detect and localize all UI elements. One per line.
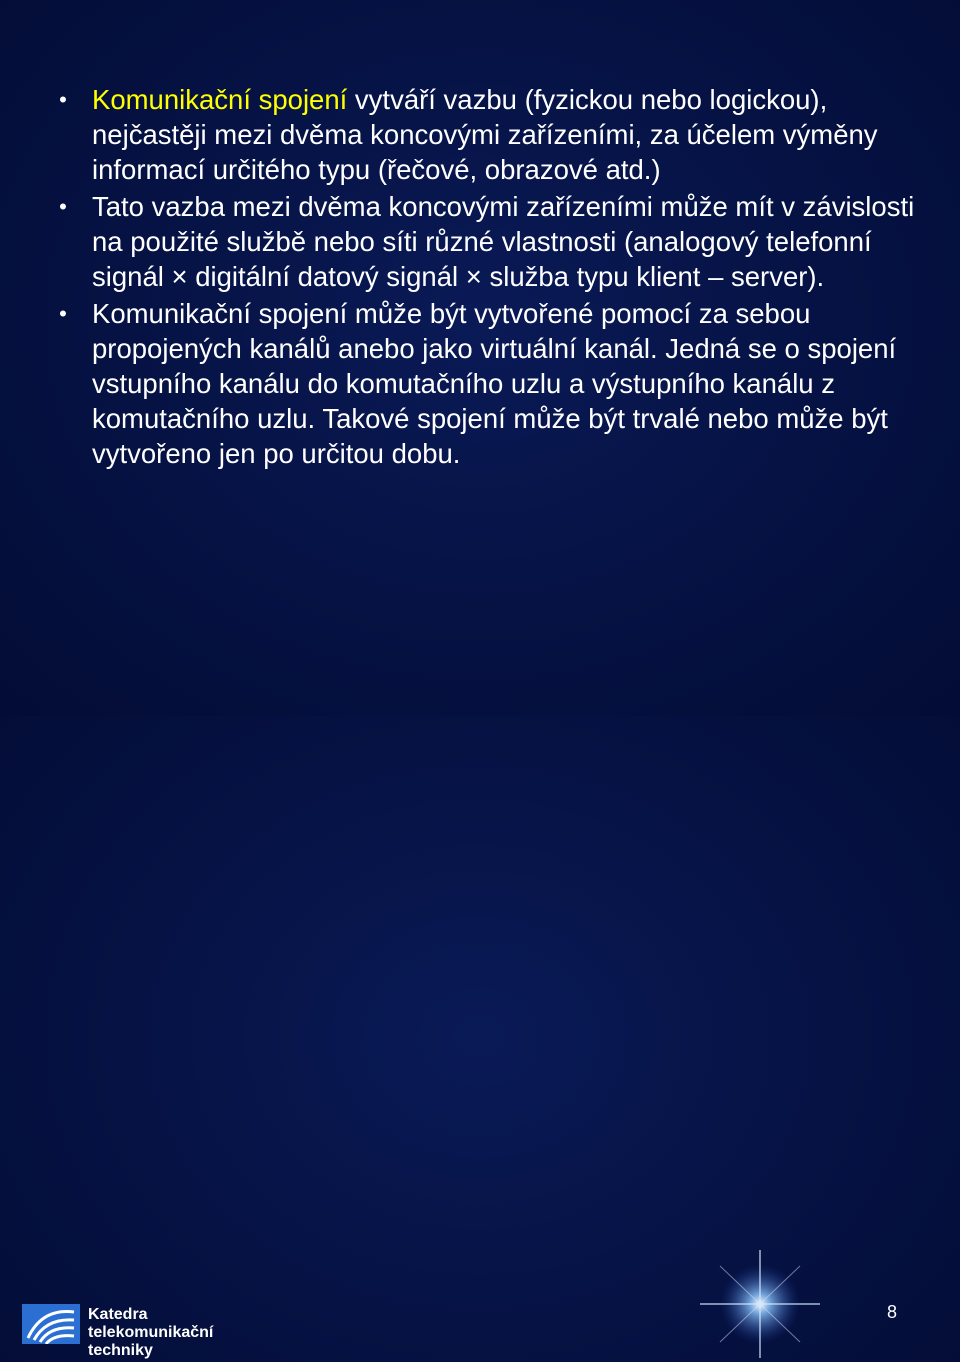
department-logo (22, 1302, 262, 1359)
footer (0, 646, 960, 1359)
bullet-item (56, 82, 936, 187)
slide-content (56, 82, 936, 473)
sparkle-icon (690, 1246, 830, 1362)
page-number: 8 (886, 1302, 897, 1322)
bullet-icon: • (59, 87, 67, 112)
logo-line2: telekomunikační techniky (88, 1324, 214, 1359)
bullet-text: Tato vazba mezi dvěma koncovými zařízeními může mít v závislosti na použité službě nebo síti různé vlastnosti (analogový telefonní signál × digitální datový signál × služba typu klient – server). (92, 191, 915, 292)
bullet-icon: • (59, 301, 67, 326)
bullet-text: vytváří vazbu (fyzickou nebo logickou), nejčastěji mezi dvěma koncovými zařízeními, za účelem výměny informací určitého typu (řečové, obrazové atd.) (92, 84, 878, 185)
logo-text (88, 1306, 262, 1360)
bullet-text: Komunikační spojení může být vytvořené pomocí za sebou propojených kanálů anebo jako virtuální kanál. Jedná se o spojení vstupního kanálu do komutačního uzlu a výstupního kanálu z komutačního uzlu. Takové spojení může být trvalé nebo může být vytvořeno jen po určitou dobu. (92, 298, 897, 469)
bullet-item (56, 296, 936, 471)
logo-line1: Katedra (88, 1306, 148, 1323)
bullet-icon: • (59, 194, 67, 219)
bullet-item (56, 189, 936, 294)
bullet-highlight: Komunikační spojení (92, 84, 348, 115)
logo-icon (22, 1304, 80, 1344)
